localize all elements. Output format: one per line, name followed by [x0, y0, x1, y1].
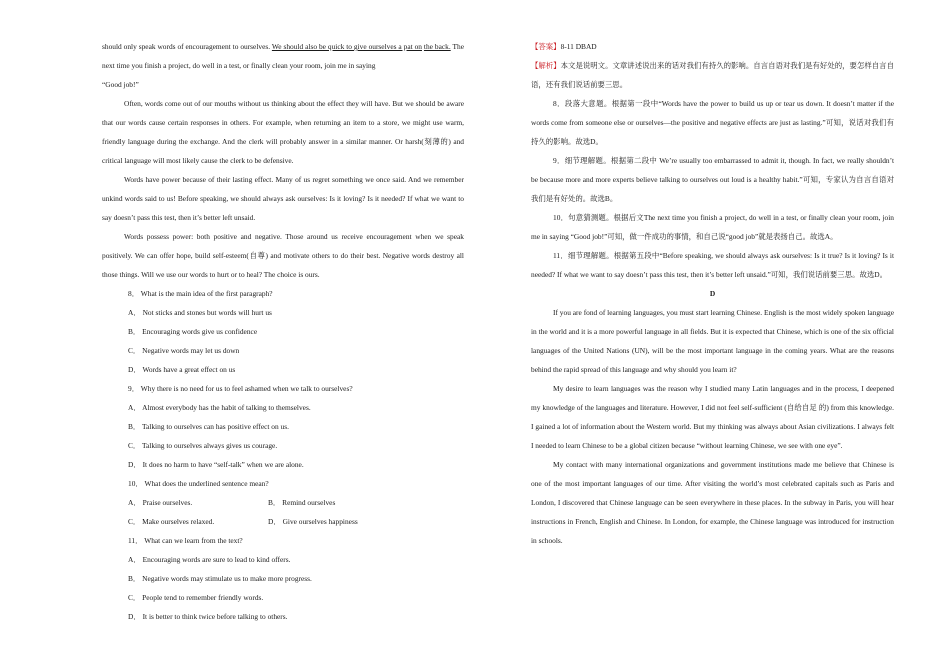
question-10-option-a: A． Praise ourselves.: [128, 498, 193, 507]
question-8-option-b: B． Encouraging words give us confidence: [128, 327, 258, 336]
question-10-options-row-1: [102, 493, 464, 512]
explanation-10: 10．句意猜测题。根据后文The next time you finish a project, do well in a test, or finally clean your room, join me in saying “Good job!”可知，做一件成功的事情，和自己说“good job”就是表扬自己。故选A。: [531, 213, 894, 241]
passage-d-paragraph-3: My contact with many international organizations and government institutions made me believe that Chinese is one of the most important languages of our time. After visiting the world’s most celebrated capitals such as Paris and London, I discovered that Chinese language can be seen everywhere in these places. In the subway in Paris, you will hear instructions in French, English and Chinese. In London, for example, the Chinese language was introduced for instruction in schools.: [531, 460, 894, 545]
right-column: [531, 37, 894, 550]
question-8-option-a: A． Not sticks and stones but words will hurt us: [128, 308, 272, 317]
explanation-11: 11．细节理解题。根据第五段中“Before speaking, we should always ask ourselves: Is it true? Is it loving? Is it needed? If what we want to say doesn’t pass this test, then it’s better left unsaid.”可知，我们说话前要三思。故选D。: [531, 251, 894, 279]
question-9-option-d: D． It does no harm to have “self-talk” when we are alone.: [128, 460, 304, 469]
question-8-option-d: D． Words have a great effect on us: [128, 365, 236, 374]
question-11-option-b: B． Negative words may stimulate us to make more progress.: [128, 574, 312, 583]
question-11: 11． What can we learn from the text?: [128, 536, 243, 545]
passage-d-paragraph-2: My desire to learn languages was the reason why I studied many Latin languages and in the process, I deepened my knowledge of the languages and literature. However, I did not feel self-sufficient (自给自足 的) from this knowledge. I gained a lot of information about the Western world. But my thinking was always about Asian civilizations. I always felt I needed to learn Chinese to be a global citizen because “without learning Chinese, we see with one eye”.: [531, 384, 894, 450]
question-11-option-a: A． Encouraging words are sure to lead to kind offers.: [128, 555, 291, 564]
question-9: 9． Why there is no need for us to feel ashamed when we talk to ourselves?: [128, 384, 353, 393]
question-11-option-c: C． People tend to remember friendly words.: [128, 593, 264, 602]
answer-tag: 【答案】: [531, 42, 561, 51]
passage-paragraph-3: Words have power because of their lasting effect. Many of us regret something we once said. And we remember unkind words said to us! Before speaking, we should always ask ourselves: Is it loving? Is it needed? If what we want to say doesn’t pass this test, then it’s better left unsaid.: [102, 175, 464, 222]
underlined-sentence-end: the back.: [423, 42, 451, 51]
passage-d-paragraph-1: If you are fond of learning languages, you must start learning Chinese. English is the most widely spoken language in the world and it is a more powerful language in all fields. But it is expected that Chinese, which is one of the six official languages of the United Nations (UN), will be the most important language in the coming years. What are the reasons behind the rapid spread of this language and why should you learn it?: [531, 308, 894, 374]
question-10-options-row-2: [102, 512, 464, 531]
passage-paragraph-2: Often, words come out of our mouths without us thinking about the effect they will have. But we should be aware that our words cause certain responses in others. For example, when returning an item to a store, we might use warm, friendly language during the exchange. And the clerk will probably answer in a similar manner. Or harsh(刻薄的) and critical language will most likely cause the clerk to be defensive.: [102, 99, 464, 165]
underlined-sentence: We should also be quick to give ourselves a pat on: [271, 42, 422, 51]
question-8-option-c: C． Negative words may let us down: [128, 346, 240, 355]
question-10-option-d: D． Give ourselves happiness: [268, 517, 358, 526]
question-9-option-b: B． Talking to ourselves can has positive effect on us.: [128, 422, 289, 431]
left-column: [102, 37, 464, 626]
question-8: 8． What is the main idea of the first paragraph?: [128, 289, 273, 298]
question-9-option-c: C． Talking to ourselves always gives us courage.: [128, 441, 278, 450]
answer-value: 8-11 DBAD: [560, 42, 597, 51]
question-10-option-c: C． Make ourselves relaxed.: [128, 517, 215, 526]
question-9-option-a: A． Almost everybody has the habit of talking to themselves.: [128, 403, 311, 412]
question-11-option-d: D． It is better to think twice before talking to others.: [128, 612, 288, 621]
explanation-8: 8．段落大意题。根据第一段中“Words have the power to build us up or tear us down. It doesn’t matter if the words come from someone else or ourselves—the positive and negative effects are just as lasting.”可知，说话对我们有持久的影响。故选D。: [531, 99, 894, 146]
passage-paragraph-4: Words possess power: both positive and negative. Those around us receive encouragement when we speak positively. We can offer hope, build self-esteem(自尊) and motivate others to do their best. Negative words destroy all those things. Will we use our words to hurt or to heal? The choice is ours.: [102, 232, 464, 279]
explanation-9: 9．细节理解题。根据第二段中 We’re usually too embarrassed to admit it, though. In fact, we really shouldn’t be because more and more experts believe talking to ourselves out loud is a healthy habit.”可知，专家认为自言自语对我们是有好处的。故选B。: [531, 156, 894, 203]
passage-paragraph-1: should only speak words of encouragement to ourselves. We should also be quick to give ourselves a pat on the back. The next time you finish a project, do well in a test, or finally clean your room, join me in saying: [102, 42, 464, 70]
analysis-paragraph: 【解析】本文是说明文。文章讲述说出来的话对我们有持久的影响。自言自语对我们是有好处的，要怎样自言自语，还有我们说话前要三思。: [531, 61, 894, 89]
question-10-option-b: B． Remind ourselves: [268, 498, 336, 507]
question-10: 10． What does the underlined sentence mean?: [128, 479, 269, 488]
analysis-tag: 【解析】: [531, 61, 561, 70]
section-heading-d: D: [709, 289, 716, 298]
answer-line: [531, 37, 894, 56]
good-job-quote: “Good job!”: [102, 80, 139, 89]
